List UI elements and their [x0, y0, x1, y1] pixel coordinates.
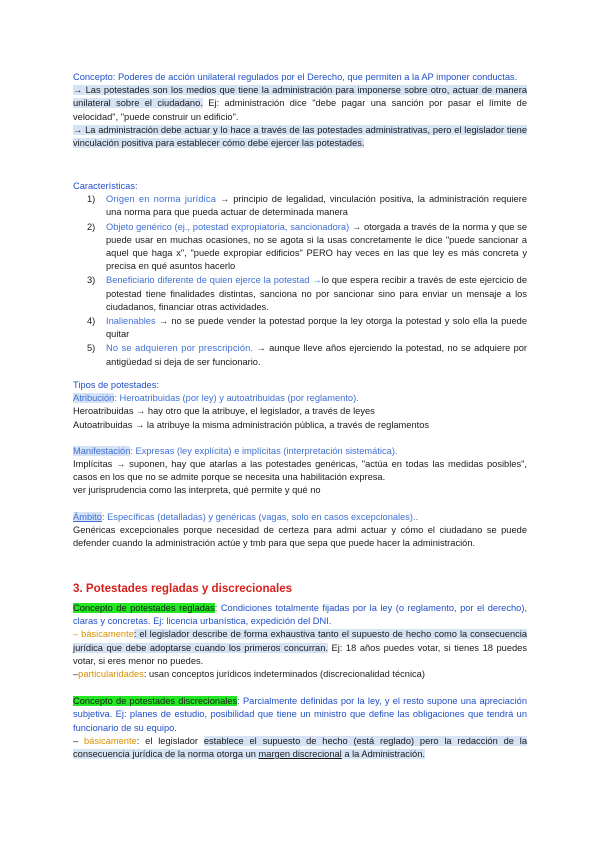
atribucion-text: : Heroatribuidas (por ley) y autoatribuidas (por reglamento). — [114, 393, 359, 404]
manifestacion-heading — [73, 445, 527, 458]
concepto-paragraph-2 — [73, 124, 527, 150]
item-label: Objeto genérico (ej., potestad expropiatoria, sancionadora) — [106, 221, 350, 232]
discr-basicamente-b: establece el supuesto de hecho (está reglado) pero la redacción de la consecuencia jurídica de la norma otorga un — [73, 735, 527, 760]
manifestacion-label: Manifestación — [73, 445, 131, 456]
item-label: Beneficiario diferente de quien ejerce la potestad → — [106, 275, 322, 286]
ambito-text: : Específicas (detalladas) y genéricas (vagas, solo en casos excepcionales).. — [101, 511, 419, 522]
caracteristicas-list — [73, 193, 527, 369]
discr-basicamente-a: : el legislador — [136, 735, 204, 746]
basicamente-example: Ej: 18 años puedes votar, si tienes 18 puedes votar, si eres menor no puedes. — [73, 642, 527, 666]
manifestacion-text: : Expresas (ley explícita) e implícitas (interpretación sistemática). — [130, 445, 398, 456]
item-label: Inalienables — [106, 316, 156, 327]
regladas-text: : Condiciones totalmente fijadas por la ley (o reglamento, por el derecho), claras y concretas. Ej: licencia urbanística, expedición del DNI. — [73, 603, 527, 627]
list-number: 1) — [87, 194, 96, 205]
manifestacion-note: ver jurisprudencia como las interpreta, qué permite y qué no — [73, 485, 321, 496]
concepto-definition: Concepto: Poderes de acción unilateral regulados por el Derecho, que permiten a la AP imponer conductas. — [73, 72, 518, 82]
discrecionales-text: : Parcialmente definidas por la ley, y el resto supone una apreciación subjetiva. Ej: planes de estudio, posibilidad que tiene un ministro que define las obligaciones que tendrá un funcionario de su equipo. — [73, 696, 527, 733]
discrecionales-label: Concepto de potestades discrecionales — [73, 696, 238, 707]
tipos-title: Tipos de potestades: — [73, 380, 159, 390]
ambito-heading — [73, 511, 527, 524]
list-number: 5) — [87, 343, 96, 354]
list-item — [73, 221, 527, 274]
item-label: No se adquieren por prescripción. — [106, 343, 254, 354]
atribucion-heading — [73, 392, 527, 405]
atribucion-line-1: Heroatribuidas → hay otro que la atribuye, el legislador, a través de leyes — [73, 406, 375, 417]
tipos-section — [73, 379, 527, 550]
concepto-example: Ej: administración dice "debe pagar una sanción por pasar el límite de velocidad", "puede construir un edificio". — [73, 98, 527, 122]
discr-basicamente-label: básicamente — [84, 735, 137, 746]
section-title: 3. Potestades regladas y discrecionales — [73, 582, 293, 595]
list-number: 2) — [87, 221, 96, 232]
atribucion-label: Atribución — [73, 393, 115, 404]
item-text: → aunque lleve años ejerciendo la potestad, no se adquiere por antigüedad si deja de ser funcionario. — [106, 343, 528, 367]
caracteristicas-title: Características: — [73, 181, 138, 191]
item-text: lo que espera recibir a través de este ejercicio de potestad tiene finalidades distintas, sanciona no por sancionar sino para enviar un mensaje a los ciudadanos, financiar otras actividades. — [106, 275, 527, 312]
list-number: 3) — [87, 275, 96, 286]
discrecionales-paragraph — [73, 695, 527, 735]
regladas-particularidades: –particularidades: usan conceptos jurídicos indeterminados (discrecionalidad técnica) — [73, 669, 425, 680]
discrecionales-basicamente: – básicamente: el legislador establece el supuesto de hecho (está reglado) pero la redacción de la consecuencia jurídica de la norma otorga un margen discrecional a la Administración. — [73, 735, 527, 760]
basicamente-label: – básicamente — [73, 629, 134, 640]
item-label: Origen en norma jurídica — [106, 194, 217, 205]
ambito-label: Ámbito — [73, 511, 102, 522]
regladas-label: Concepto de potestades regladas — [73, 603, 215, 613]
regladas-basicamente — [73, 628, 527, 668]
list-item — [73, 193, 527, 219]
regladas-paragraph — [73, 602, 527, 628]
margen-discrecional: margen discrecional — [258, 749, 342, 760]
manifestacion-paragraph: Implícitas → suponen, hay que atarlas a las potestades genéricas, "actúa en todas las medidas posibles", casos en los que no se admite porque se necesita una habilitación expresa. — [73, 459, 527, 483]
particularidades-text: : usan conceptos jurídicos indeterminados (discrecionalidad técnica) — [143, 669, 425, 680]
caracteristicas-section — [73, 180, 527, 369]
list-item — [73, 342, 527, 368]
atribucion-line-2: Autoatribuidas → la atribuye la misma administración pública, a través de reglamentos — [73, 419, 430, 430]
concepto-highlight-2: → La administración debe actuar y lo hace a través de las potestades administrativas, pero el legislador tiene vinculación positiva para establecer cómo debe ejercer las potestades. — [73, 124, 527, 149]
item-text: → no se puede vender la potestad porque la ley otorga la potestad y solo ella la puede quitar — [106, 316, 527, 340]
item-text: → principio de legalidad, vinculación positiva, la administración requiere una norma para que pueda actuar de determinada manera — [106, 194, 527, 218]
discr-basicamente-d: a la Administración. — [341, 749, 425, 760]
concepto-paragraph-1 — [73, 84, 527, 124]
item-text: → otorgada a través de la norma y que se puede usar en muchas ocasiones, no se agota si la usas concretamente le dice "puede sancionar a aquel que haga x", "puede expropiar edificios" PERO hay veces en las que ley es más concreta y precisa en qué asuntos hacerlo — [106, 221, 527, 272]
list-number: 4) — [87, 316, 96, 327]
ambito-paragraph: Genéricas excepcionales porque necesidad de certeza para admi actuar y cómo el ciudadano se puede defender cuando la administración actúe y tmb para que sepa que puede hacer la administración. — [73, 524, 527, 549]
seccion3-section — [73, 581, 527, 761]
concepto-section — [73, 71, 527, 150]
particularidades-label: particularidades — [78, 669, 144, 680]
list-item — [73, 315, 527, 341]
basicamente-text: : el legislador describe de forma exhaustiva tanto el supuesto de hecho como la consecuencia jurídica que debe adoptarse cuando los primeros concurran. — [73, 629, 528, 653]
list-item — [73, 274, 527, 314]
concepto-highlight-1: → Las potestades son los medios que tiene la administración para imponerse sobre otro, actuar de manera unilateral sobre el ciudadano. — [73, 85, 527, 109]
